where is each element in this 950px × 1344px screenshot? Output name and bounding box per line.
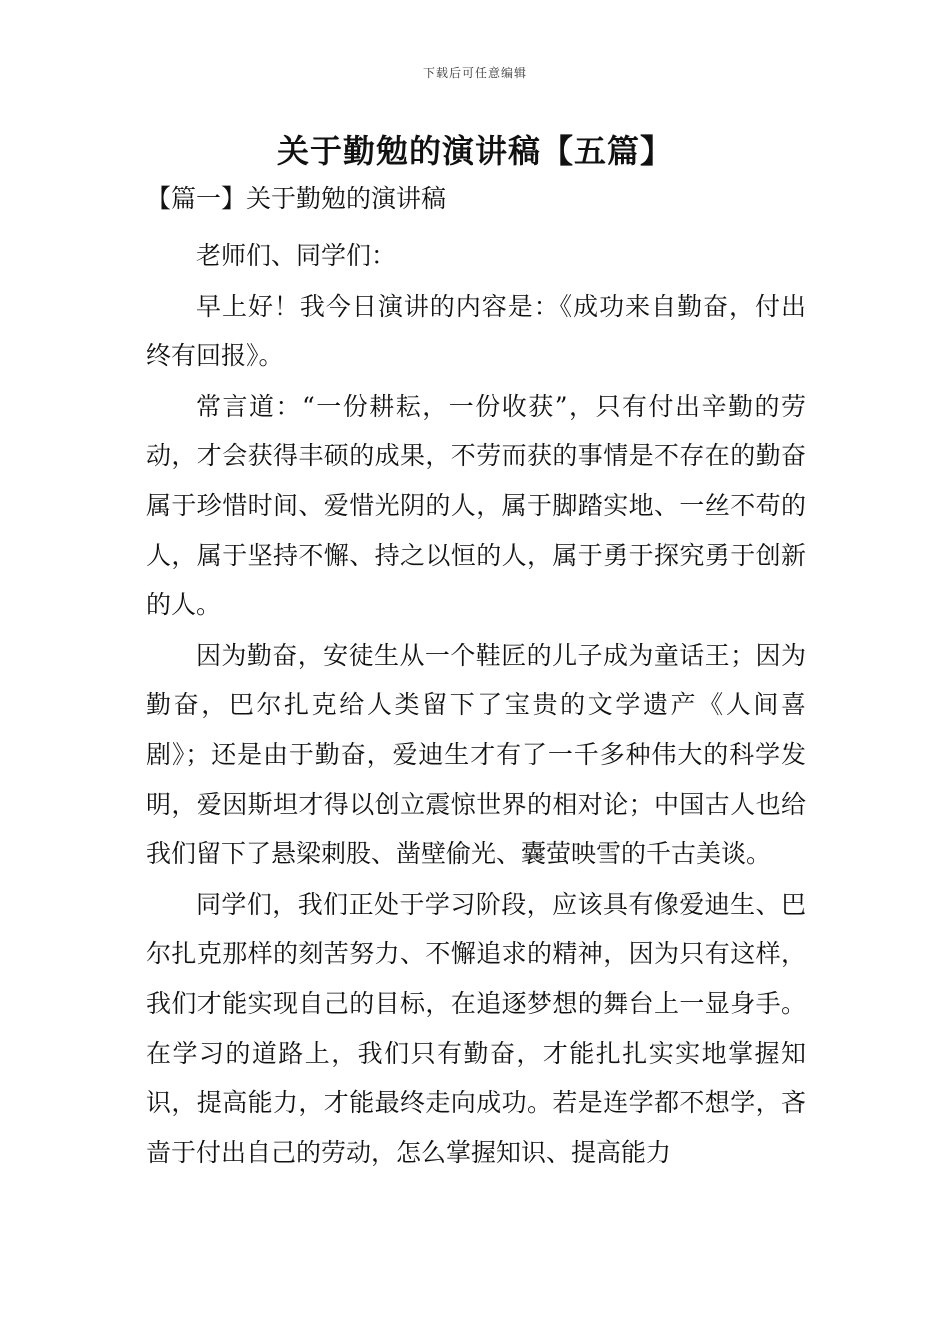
paragraph-proverb: 常言道：“一份耕耘，一份收获”，只有付出辛勤的劳动，才会获得丰硕的成果，不劳而获的事情是不存在的勤奋属于珍惜时间、爱惜光阴的人，属于脚踏实地、一丝不苟的人，属于坚持不懈、持之以恒的人，属于勇于探究勇于创新的人。 [146, 391, 806, 620]
paragraph-greeting: 老师们、同学们： [196, 241, 397, 270]
document-title: 关于勤勉的演讲稿【五篇】 [276, 132, 673, 170]
header-note: 下载后可任意编辑 [422, 66, 527, 80]
paragraph-examples: 因为勤奋，安徒生从一个鞋匠的儿子成为童话王；因为勤奋，巴尔扎克给人类留下了宝贵的文学遗产《人间喜剧》；还是由于勤奋，爱迪生才有了一千多种伟大的科学发明，爱因斯坦才得以创立震惊世界的相对论；中国古人也给我们留下了悬梁刺股、凿壁偷光、囊萤映雪的千古美谈。 [146, 640, 806, 869]
section-heading: 【篇一】关于勤勉的演讲稿 [146, 184, 447, 213]
paragraph-students: 同学们，我们正处于学习阶段，应该具有像爱迪生、巴尔扎克那样的刻苦努力、不懈追求的精神，因为只有这样，我们才能实现自己的目标，在追逐梦想的舞台上一显身手。在学习的道路上，我们只有勤奋，才能扎扎实实地掌握知识，提高能力，才能最终走向成功。若是连学都不想学，吝啬于付出自己的劳动，怎么掌握知识、提高能力 [146, 889, 806, 1167]
paragraph-intro: 早上好！我今日演讲的内容是：《成功来自勤奋，付出终有回报》。 [146, 291, 806, 371]
document-body [146, 231, 806, 1177]
